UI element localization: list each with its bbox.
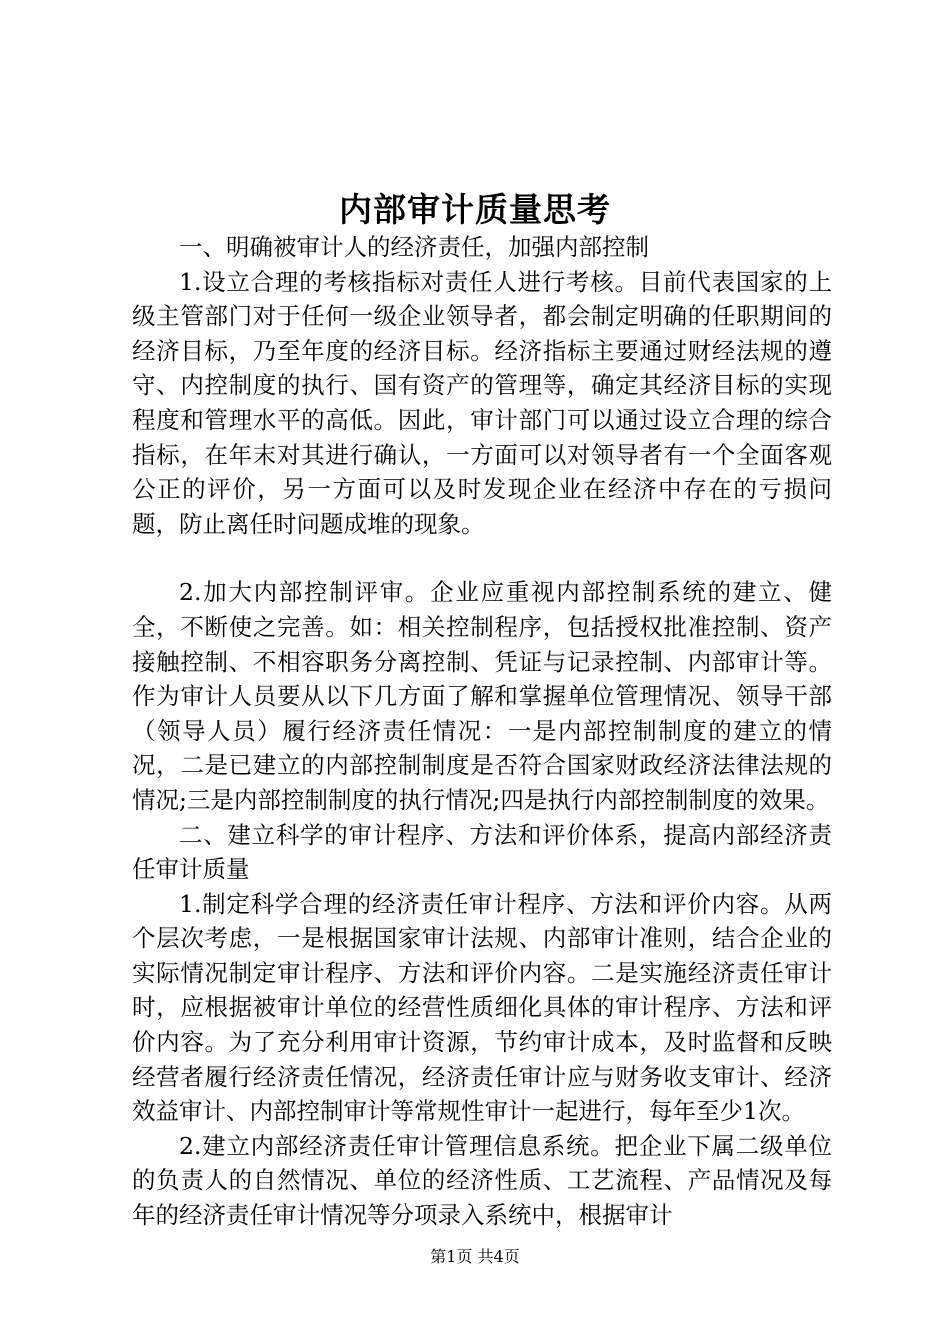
paragraph-2-2: 2.建立内部经济责任审计管理信息系统。把企业下属二级单位的负责人的自然情况、单位的经济性质、工艺流程、产品情况及每年的经济责任审计情况等分项录入系统中，根据审计 xyxy=(132,1131,832,1230)
paragraph-1-2: 2.加大内部控制评审。企业应重视内部控制系统的建立、健全，不断使之完善。如：相关控制程序，包括授权批准控制、资产接触控制、不相容职务分离控制、凭证与记录控制、内部审计等。作为审计人员要从以下几方面了解和掌握单位管理情况、领导干部（领导人员）履行经济责任情况：一是内部控制制度的建立的情况，二是已建立的内部控制制度是否符合国家财政经济法律法规的情况;三是内部控制制度的执行情况;四是执行内部控制制度的效果。 xyxy=(132,578,832,814)
document-body xyxy=(132,230,832,1233)
paragraph-2-1: 1.制定科学合理的经济责任审计程序、方法和评价内容。从两个层次考虑，一是根据国家审计法规、内部审计准则，结合企业的实际情况制定审计程序、方法和评价内容。二是实施经济责任审计时，应根据被审计单位的经营性质细化具体的审计程序、方法和评价内容。为了充分利用审计资源，节约审计成本，及时监督和反映经营者履行经济责任情况，经济责任审计应与财务收支审计、经济效益审计、内部控制审计等常规性审计一起进行，每年至少1次。 xyxy=(132,889,832,1126)
page-title: 内部审计质量思考 xyxy=(339,190,611,229)
section-heading-2: 二、建立科学的审计程序、方法和评价体系，提高内部经济责任审计质量 xyxy=(132,820,832,884)
paragraph-1-1: 1.设立合理的考核指标对责任人进行考核。目前代表国家的上级主管部门对于任何一级企业领导者，都会制定明确的任职期间的经济目标，乃至年度的经济目标。经济指标主要通过财经法规的遵守、内控制度的执行、国有资产的管理等，确定其经济目标的实现程度和管理水平的高低。因此，审计部门可以通过设立合理的综合指标，在年末对其进行确认，一方面可以对领导者有一个全面客观公正的评价，另一方面可以及时发现企业在经济中存在的亏损问题，防止离任时问题成堆的现象。 xyxy=(132,267,832,538)
paragraph-gap xyxy=(132,541,832,575)
section-heading-1: 一、明确被审计人的经济责任，加强内部控制 xyxy=(179,233,649,261)
page-footer: 第1页 共4页 xyxy=(430,1247,520,1266)
